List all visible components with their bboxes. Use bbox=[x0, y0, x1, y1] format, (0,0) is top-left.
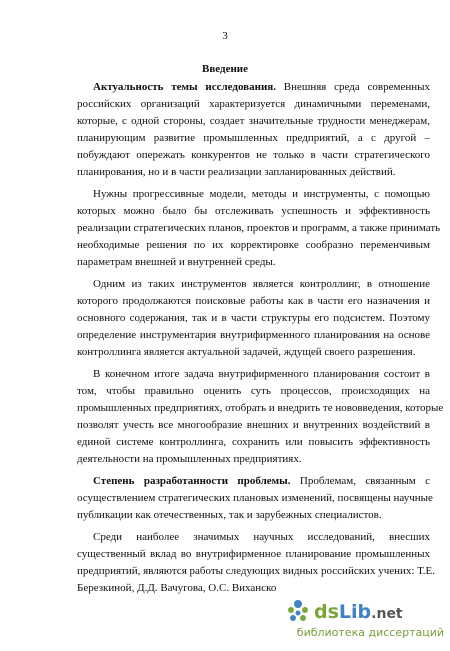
line-text: которые, с одной стороны, создает значительные трудности менеджерам, bbox=[77, 115, 430, 127]
text-line bbox=[77, 419, 430, 432]
page-number: 3 bbox=[222, 30, 228, 42]
text-line bbox=[77, 115, 430, 128]
text-line bbox=[77, 222, 441, 235]
line-text: промышленных предприятиях, отобрать и внедрить те нововведения, которые bbox=[77, 402, 444, 414]
line-text: планирования, но и в части реализации запланированных действий. bbox=[77, 166, 396, 178]
line-text: осуществлением стратегических плановых изменений, посвящены научные bbox=[77, 492, 433, 504]
text-line bbox=[77, 346, 430, 359]
line-text: реализации стратегических планов, проектов и программ, а также принимать bbox=[77, 222, 441, 234]
line-text: побуждают опережать конкурентов не только в части стратегического bbox=[77, 149, 430, 161]
text-line bbox=[77, 385, 430, 398]
line-text: Среди наиболее значимых научных исследований, внесших bbox=[93, 531, 430, 543]
line-text: позволят учесть все многообразие внешних и внутренних воздействий в bbox=[77, 419, 430, 431]
line-text: том, чтобы правильно оценить суть процессов, происходящих на bbox=[77, 385, 430, 397]
line-text: Одним из таких инструментов является контроллинг, в отношение bbox=[93, 278, 430, 290]
text-line bbox=[77, 492, 433, 505]
text-line bbox=[93, 531, 430, 544]
section-title: Введение bbox=[201, 63, 249, 75]
bold-lead: Степень разработанности проблемы. bbox=[93, 475, 291, 487]
text-line bbox=[77, 98, 430, 111]
text-line bbox=[93, 368, 430, 381]
text-line bbox=[93, 278, 430, 291]
text-line bbox=[77, 453, 430, 466]
line-text: которых можно было бы отслеживать успешность и эффективность bbox=[77, 205, 430, 217]
line-text: Проблемам, связанным с bbox=[290, 475, 430, 487]
line-text: Внешняя среда современных bbox=[275, 81, 430, 93]
line-text: В конечном итоге задача внутрифирменного планирования состоит в bbox=[93, 368, 430, 380]
bold-lead: Актуальность темы исследования. bbox=[93, 81, 276, 93]
text-line bbox=[77, 149, 430, 162]
text-line bbox=[77, 312, 430, 325]
text-line bbox=[77, 565, 436, 578]
text-line bbox=[77, 295, 430, 308]
text-line bbox=[77, 132, 430, 145]
line-text: планирующим развитие промышленных предприятий, а с другой – bbox=[77, 132, 430, 144]
dslib-logo-text: dsLib.net bbox=[314, 601, 403, 623]
text-line bbox=[77, 436, 430, 449]
line-text: Березкиной, Д.Д. Вачугова, О.С. Виханско bbox=[77, 582, 277, 594]
watermark-caption: библиотека диссертаций bbox=[296, 626, 444, 639]
line-text: контроллинга является актуальной задачей, ждущей своего разрешения. bbox=[77, 346, 416, 358]
line-text: предприятий, являются работы следующих видных российских учених: Т.Е. bbox=[77, 565, 436, 577]
text-line bbox=[77, 256, 430, 269]
line-text: которого продолжаются поисковые работы как в части его назначения и bbox=[77, 295, 430, 307]
line-text: единой системе контроллинга, сохранить или повысить эффективность bbox=[77, 436, 430, 448]
text-line bbox=[77, 239, 430, 252]
text-line bbox=[77, 205, 430, 218]
line-text: существенный вклад во внутрифирменное планирование промышленных bbox=[77, 548, 430, 560]
text-line bbox=[77, 582, 430, 595]
text-line bbox=[77, 329, 430, 342]
text-line bbox=[77, 509, 430, 522]
text-line bbox=[93, 81, 430, 94]
dslib-logo-figure bbox=[288, 600, 308, 621]
dslib-logo-icon bbox=[284, 597, 444, 625]
text-line bbox=[93, 475, 430, 488]
line-text: основного содержания, так и в части структуры его подсистем. Поэтому bbox=[77, 312, 430, 324]
line-text: Нужны прогрессивные модели, методы и инструменты, с помощью bbox=[93, 188, 430, 200]
line-text: определение инструментария внутрифирменного планирования на основе bbox=[77, 329, 430, 341]
line-text: деятельности на промышленных предприятиях. bbox=[77, 453, 302, 465]
line-text: российских организаций характеризуется динамичными переменами, bbox=[77, 98, 430, 110]
text-line bbox=[77, 166, 430, 179]
line-text: необходимые решения по их корректировке сообразно переменчивым bbox=[77, 239, 430, 251]
text-line bbox=[77, 548, 430, 561]
line-text: публикации как отечественных, так и зарубежных специалистов. bbox=[77, 509, 382, 521]
text-line bbox=[77, 402, 444, 415]
line-text: параметрам внешней и внутренней среды. bbox=[77, 256, 276, 268]
text-line bbox=[93, 188, 430, 201]
watermark bbox=[284, 597, 444, 643]
